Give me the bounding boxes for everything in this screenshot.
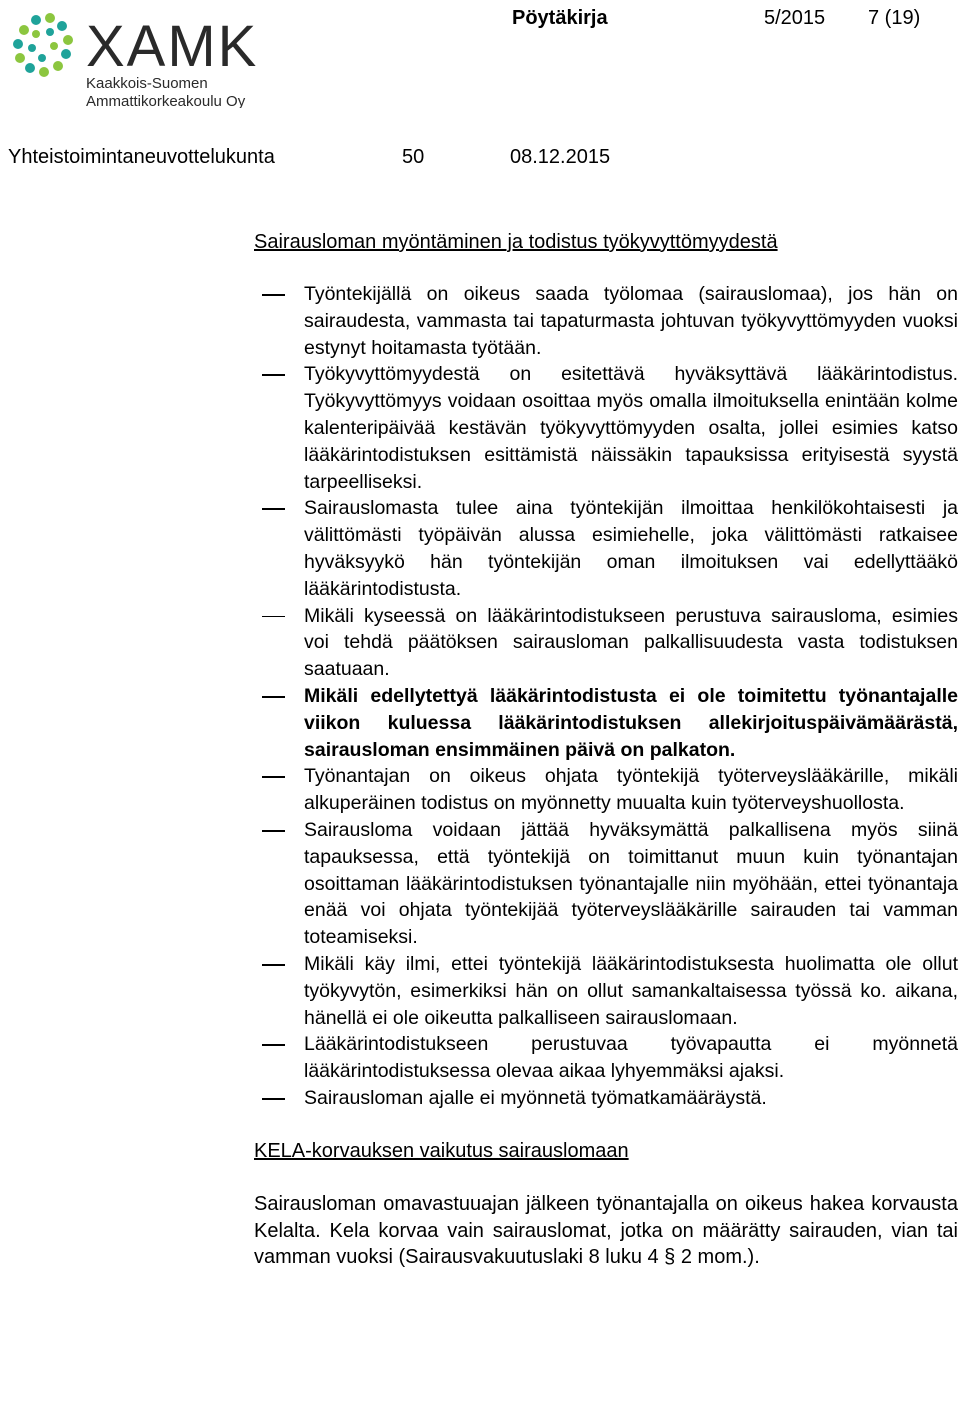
dash-bullet-icon — [262, 964, 285, 966]
logo-subtitle-1: Kaakkois-Suomen — [86, 75, 208, 92]
list-item-text: Mikäli kyseessä on lääkärintodistukseen perustuva sairausloma, esimies voi tehdä päätöksen sairausloman palkallisuudesta vasta todistuksen saatuaan. — [304, 604, 958, 681]
dash-bullet-icon — [262, 294, 285, 296]
dash-bullet-icon — [262, 830, 285, 832]
list-item-text: Työntekijällä on oikeus saada työlomaa (sairauslomaa), jos hän on sairaudesta, vammasta tai tapaturmasta johtuvan työkyvyttömyyden vuoksi estynyt hoitamasta työtään. — [304, 283, 958, 359]
list-item-text: Sairausloma voidaan jättää hyväksymättä palkallisena myös siinä tapauksessa, että työntekijä on toimittanut muun kuin työnantajan osoittaman lääkärintodistuksen työnantajalle niin myöhään, ettei työnantaja enää voi ohjata työntekijää työterveyslääkärille sairauden tai vamman toteamiseksi. — [304, 818, 958, 949]
sick-leave-rules-list — [254, 281, 958, 1112]
dash-bullet-icon — [262, 374, 285, 376]
dash-bullet-icon — [262, 1098, 285, 1100]
kela-paragraph: Sairausloman omavastuuajan jälkeen työnantajalla on oikeus hakea korvausta Kelalta. Kela korvaa vain sairauslomat, jotka on määrätty sairauden, vian tai vamman vuoksi (Sairausvakuutuslaki 8 luku 4 § 2 mom.). — [254, 1192, 958, 1269]
list-item — [254, 281, 958, 361]
list-item-text: Sairauslomasta tulee aina työntekijän ilmoittaa henkilökohtaisesti ja välittömästi työpäivän alussa esimiehelle, joka välittömästi ratkaisee hyväksyykö hän työntekijän oman ilmoituksen vai edellyttääkö lääkärintodistusta. — [304, 497, 958, 600]
list-item — [254, 1085, 958, 1112]
list-item-text: Mikäli edellytettyä lääkärintodistusta ei ole toimitettu työnantajalle viikon kuluessa lääkärintodistuksen allekirjoituspäivämäärästä, sairausloman ensimmäinen päivä on palkaton. — [304, 684, 958, 761]
dash-bullet-icon — [262, 508, 285, 510]
list-item-text: Sairausloman ajalle ei myönnetä työmatkamääräystä. — [304, 1086, 767, 1109]
list-item-text: Lääkärintodistukseen perustuvaa työvapautta ei myönnetä lääkärintodistuksessa olevaa aikaa lyhyemmäksi ajaksi. — [304, 1033, 958, 1083]
xamk-logo — [6, 6, 268, 108]
dash-bullet-icon — [262, 1044, 285, 1046]
logo-graphic — [6, 6, 268, 108]
list-item — [254, 361, 958, 495]
logo-subtitle-2: Ammattikorkeakoulu Oy — [86, 93, 246, 108]
committee-name: Yhteistoimintaneuvottelukunta — [8, 146, 275, 168]
list-item — [254, 951, 958, 1031]
page-number: 7 (19) — [868, 7, 921, 29]
list-item-text: Työnantajan on oikeus ohjata työntekijä työterveyslääkärille, mikäli alkuperäinen todistus on myönnetty muualta kuin työterveyshuollosta. — [304, 765, 958, 815]
dash-bullet-icon — [262, 616, 285, 618]
list-item — [254, 603, 958, 683]
list-item — [254, 817, 958, 951]
meeting-date: 08.12.2015 — [510, 146, 611, 168]
document-type: Pöytäkirja — [512, 7, 608, 29]
dash-bullet-icon — [262, 696, 285, 698]
list-item — [254, 495, 958, 602]
section-heading-kela: KELA-korvauksen vaikutus sairauslomaan — [254, 1139, 629, 1162]
dash-bullet-icon — [262, 776, 285, 778]
list-item-text: Työkyvyttömyydestä on esitettävä hyväksyttävä lääkärintodistus. Työkyvyttömyys voidaan osoittaa myös omalla ilmoituksella enintään kolme kalenteripäivää kestävän työkyvyttömyyden osalta, jollei esimies katso lääkärintodistuksen esittämistä näissäkin tapauksissa erityisestä syystä tarpeelliseksi. — [304, 363, 958, 493]
logo-wordmark: XAMK — [86, 14, 259, 79]
section-number: 50 — [402, 146, 425, 168]
list-item — [254, 1031, 958, 1085]
section-heading-sick-leave: Sairausloman myöntäminen ja todistus työkyvyttömyydestä — [254, 231, 778, 253]
document-number: 5/2015 — [764, 7, 826, 29]
list-item — [254, 683, 958, 763]
dot-ring-icon — [13, 13, 73, 77]
list-item-text: Mikäli käy ilmi, ettei työntekijä lääkärintodistuksesta huolimatta ole ollut työkyvytön, esimerkiksi hän on ollut samankaltaisessa työssä ko. aikana, hänellä ei ole oikeutta palkalliseen sairauslomaan. — [304, 952, 958, 1029]
document-body — [254, 229, 958, 1271]
list-item — [254, 763, 958, 817]
